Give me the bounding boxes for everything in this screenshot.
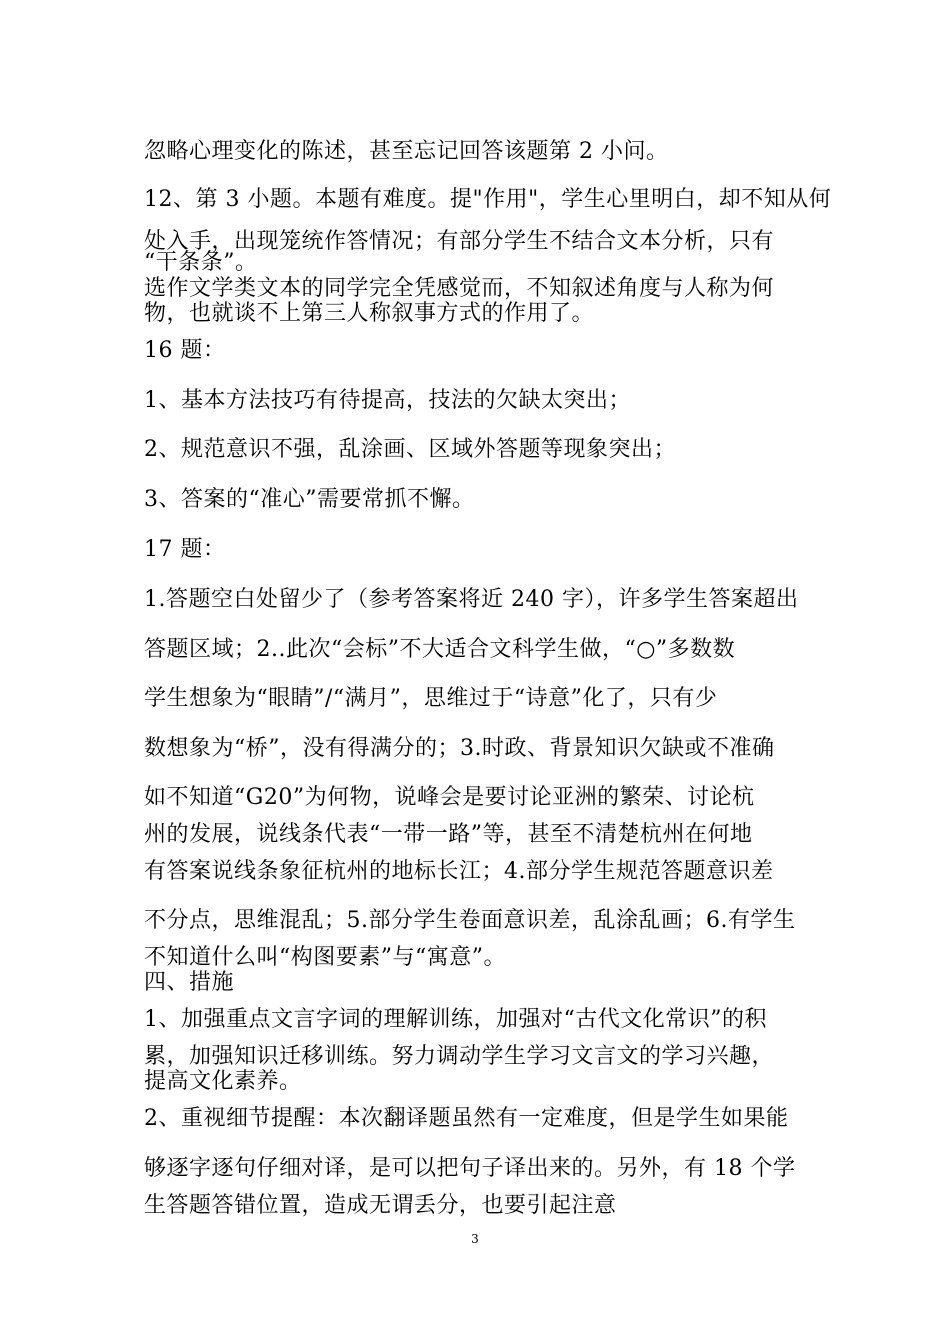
text-line: 够逐字逐句仔细对译，是可以把句子译出来的。另外，有 18 个学 bbox=[144, 1156, 796, 1181]
text-line: 2、重视细节提醒：本次翻译题虽然有一定难度，但是学生如果能 bbox=[144, 1106, 789, 1131]
text-line: 12、第 3 小题。本题有难度。提"作用"，学生心里明白，却不知从何 bbox=[144, 187, 832, 212]
text-line: 3、答案的“准心”需要常抓不懈。 bbox=[144, 487, 475, 512]
text-line: 物，也就谈不上第三人称叙事方式的作用了。 bbox=[144, 301, 595, 326]
section-heading: 四、措施 bbox=[144, 970, 235, 995]
text-line: 2、规范意识不强，乱涂画、区域外答题等现象突出； bbox=[144, 437, 676, 462]
text-line: 如不知道“G20”为何物，说峰会是要讨论亚洲的繁荣、讨论杭 bbox=[144, 785, 755, 810]
text-line: 有答案说线条象征杭州的地标长江；4.部分学生规范答题意识差 bbox=[144, 859, 774, 884]
text-line: 累，加强知识迁移训练。努力调动学生学习文言文的学习兴趣， bbox=[144, 1044, 775, 1069]
text-line: 学生想象为“眼睛”/“满月”，思维过于“诗意”化了，只有少 bbox=[144, 686, 718, 711]
text-line: 提高文化素养。 bbox=[144, 1069, 302, 1094]
text-line: 州的发展，说线条代表“一带一路”等，甚至不清楚杭州在何地 bbox=[144, 822, 753, 847]
text-line: 生答题答错位置，造成无谓丢分，也要引起注意 bbox=[144, 1193, 617, 1218]
text-line: 不知道什么叫“构图要素”与“寓意”。 bbox=[144, 945, 506, 970]
text-line: 选作文学类文本的同学完全凭感觉而，不知叙述角度与人称为何 bbox=[144, 276, 775, 301]
text-line: 不分点，思维混乱；5.部分学生卷面意识差，乱涂乱画；6.有学生 bbox=[144, 908, 796, 933]
section-heading: 17 题： bbox=[144, 537, 226, 562]
text-line: “干条条”。 bbox=[144, 250, 258, 275]
text-line: 数想象为“桥”，没有得满分的；3.时政、背景知识欠缺或不准确 bbox=[144, 736, 775, 761]
text-line: 1、基本方法技巧有待提高，技法的欠缺太突出； bbox=[144, 388, 631, 413]
text-line: 处入手，出现笼统作答情况；有部分学生不结合文本分析，只有 bbox=[144, 229, 775, 254]
page-number: 3 bbox=[471, 1232, 479, 1246]
text-line: 1、加强重点文言字词的理解训练，加强对“古代文化常识”的积 bbox=[144, 1007, 767, 1032]
text-line: 答题区域；2..此次“会标”不大适合文科学生做，“○”多数数 bbox=[144, 637, 736, 662]
section-heading: 16 题： bbox=[144, 338, 226, 363]
text-line: 1.答题空白处留少了（参考答案将近 240 字），许多学生答案超出 bbox=[144, 587, 799, 612]
text-line: 忽略心理变化的陈述，甚至忘记回答该题第 2 小问。 bbox=[144, 139, 669, 164]
